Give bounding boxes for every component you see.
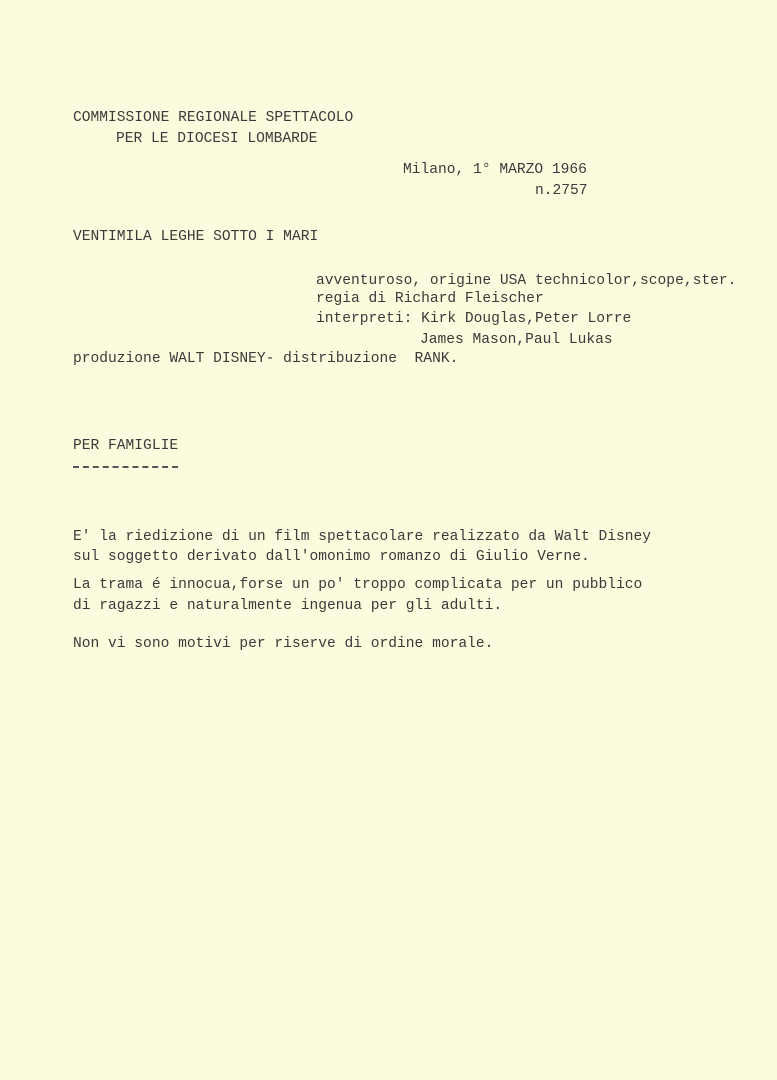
rating-label: PER FAMIGLIE <box>73 438 179 454</box>
film-cast-1: interpreti: Kirk Douglas,Peter Lorre <box>316 311 632 327</box>
body-line: La trama é innocua,forse un po' troppo complicata per un pubblico <box>73 577 643 593</box>
header-organization: COMMISSIONE REGIONALE SPETTACOLO <box>73 110 354 126</box>
film-production: produzione WALT DISNEY- distribuzione RANK. <box>73 351 459 367</box>
film-cast-2: James Mason,Paul Lukas <box>420 332 613 348</box>
body-line: Non vi sono motivi per riserve di ordine morale. <box>73 636 494 652</box>
header-diocese: PER LE DIOCESI LOMBARDE <box>116 131 318 147</box>
rating-underline <box>73 466 178 468</box>
film-genre: avventuroso, origine USA technicolor,scope,ster. <box>316 273 737 289</box>
date-line: Milano, 1° MARZO 1966 <box>403 162 587 178</box>
body-line: sul soggetto derivato dall'omonimo romanzo di Giulio Verne. <box>73 549 590 565</box>
film-title: VENTIMILA LEGHE SOTTO I MARI <box>73 229 319 245</box>
film-director: regia di Richard Fleischer <box>316 291 544 307</box>
document-number: n.2757 <box>535 183 588 199</box>
body-line: E' la riedizione di un film spettacolare realizzato da Walt Disney <box>73 529 652 545</box>
body-line: di ragazzi e naturalmente ingenua per gli adulti. <box>73 598 503 614</box>
